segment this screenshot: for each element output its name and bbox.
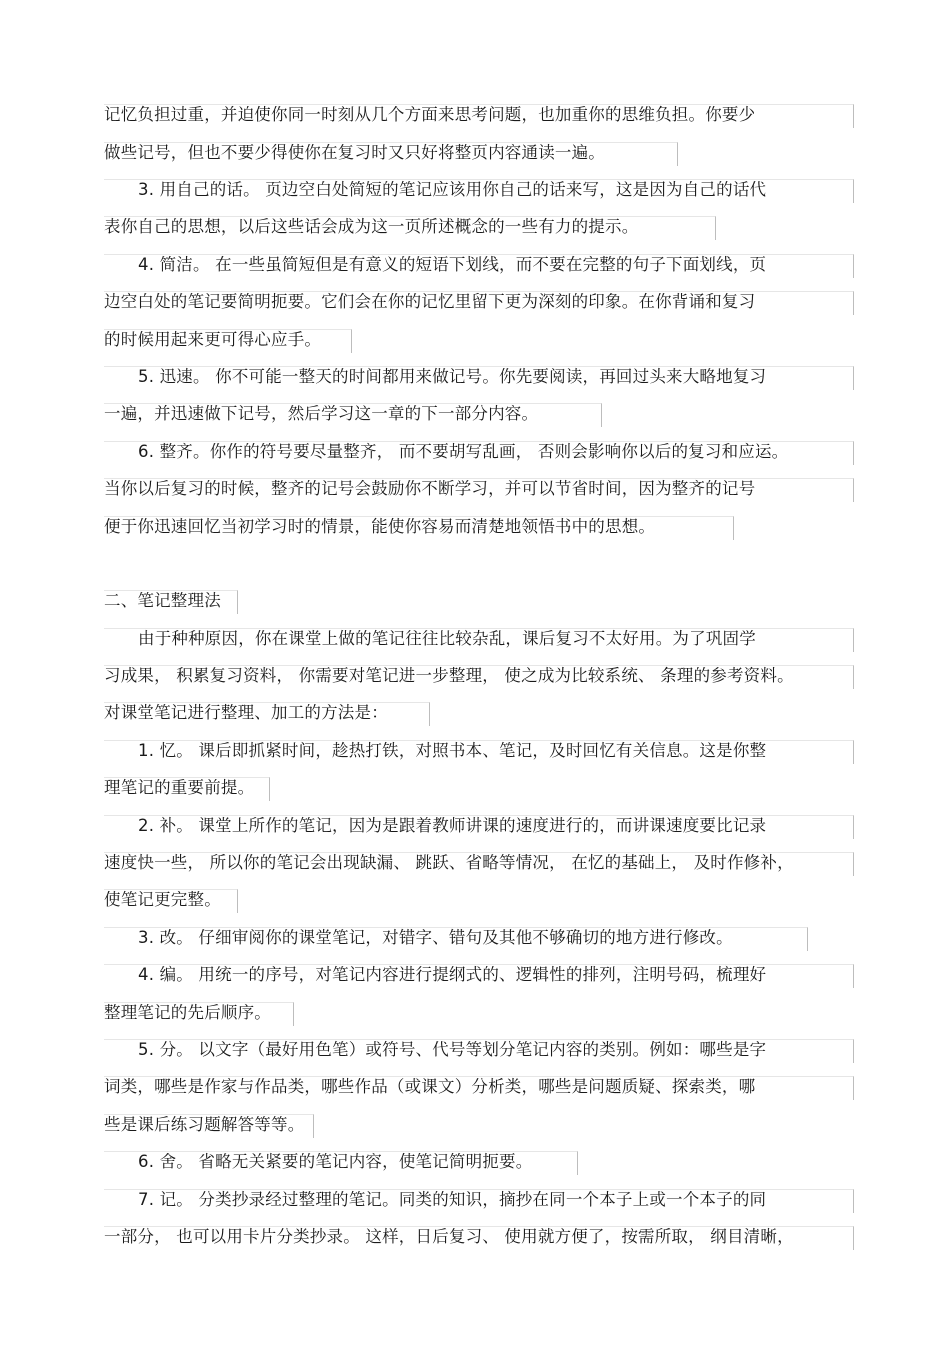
paragraph-line: 一部分， 也可以用卡片分类抄录。 这样，日后复习、 使用就方便了，按需所取， 纲目清晰， (104, 1227, 794, 1246)
list-item-line: 5. 迅速。 你不可能一整天的时间都用来做记号。你先要阅读，再回过头来大略地复习 (138, 367, 767, 386)
list-item-line: 4. 编。 用统一的序号，对笔记内容进行提纲式的、逻辑性的排列，注明号码，梳理好 (138, 965, 767, 984)
paragraph-line: 当你以后复习的时候，整齐的记号会鼓励你不断学习，并可以节省时间，因为整齐的记号 (104, 479, 756, 498)
paragraph-line: 由于种种原因，你在课堂上做的笔记往往比较杂乱，课后复习不太好用。为了巩固学 (138, 629, 756, 648)
list-item-line: 7. 记。 分类抄录经过整理的笔记。同类的知识，摘抄在同一个本子上或一个本子的同 (138, 1190, 767, 1209)
paragraph-line: 记忆负担过重，并迫使你同一时刻从几个方面来思考问题，也加重你的思维负担。你要少 (104, 105, 756, 124)
paragraph-line: 便于你迅速回忆当初学习时的情景，能使你容易而清楚地领悟书中的思想。 (104, 517, 656, 536)
paragraph-line: 对课堂笔记进行整理、加工的方法是： (104, 703, 388, 722)
paragraph-line: 习成果， 积累复习资料， 你需要对笔记进一步整理， 使之成为比较系统、 条理的参考资料。 (104, 666, 794, 685)
list-item-line: 3. 用自己的话。 页边空白处简短的笔记应该用你自己的话来写，这是因为自己的话代 (138, 180, 767, 199)
paragraph-line: 整理笔记的先后顺序。 (104, 1003, 271, 1022)
paragraph-line: 使笔记更完整。 (104, 890, 221, 909)
section-heading: 二、笔记整理法 (104, 591, 221, 610)
paragraph-line: 速度快一些， 所以你的笔记会出现缺漏、 跳跃、省略等情况， 在忆的基础上， 及时作修补， (104, 853, 794, 872)
paragraph-line: 做些记号，但也不要少得使你在复习时又只好将整页内容通读一遍。 (104, 143, 605, 162)
list-item-line: 5. 分。 以文字（最好用色笔）或符号、代号等划分笔记内容的类别。例如：哪些是字 (138, 1040, 767, 1059)
paragraph-line: 边空白处的笔记要简明扼要。它们会在你的记忆里留下更为深刻的印象。在你背诵和复习 (104, 292, 756, 311)
list-item-line: 6. 舍。 省略无关紧要的笔记内容，使笔记简明扼要。 (138, 1152, 533, 1171)
paragraph-line: 表你自己的思想，以后这些话会成为这一页所述概念的一些有力的提示。 (104, 217, 639, 236)
paragraph-line: 些是课后练习题解答等等。 (104, 1115, 305, 1134)
paragraph-line: 词类，哪些是作家与作品类，哪些作品（或课文）分析类，哪些是问题质疑、探索类，哪 (104, 1077, 756, 1096)
list-item-line: 2. 补。 课堂上所作的笔记，因为是跟着教师讲课的速度进行的，而讲课速度要比记录 (138, 816, 767, 835)
list-item-line: 4. 简洁。 在一些虽简短但是有意义的短语下划线，而不要在完整的句子下面划线，页 (138, 255, 767, 274)
list-item-line: 1. 忆。 课后即抓紧时间，趁热打铁，对照书本、笔记，及时回忆有关信息。这是你整 (138, 741, 767, 760)
list-item-line: 3. 改。 仔细审阅你的课堂笔记，对错字、错句及其他不够确切的地方进行修改。 (138, 928, 733, 947)
paragraph-line: 理笔记的重要前提。 (104, 778, 255, 797)
list-item-line: 6. 整齐。你作的符号要尽量整齐， 而不要胡写乱画， 否则会影响你以后的复习和应运。 (138, 442, 789, 461)
paragraph-line: 的时候用起来更可得心应手。 (104, 330, 322, 349)
paragraph-line: 一遍，并迅速做下记号，然后学习这一章的下一部分内容。 (104, 404, 539, 423)
